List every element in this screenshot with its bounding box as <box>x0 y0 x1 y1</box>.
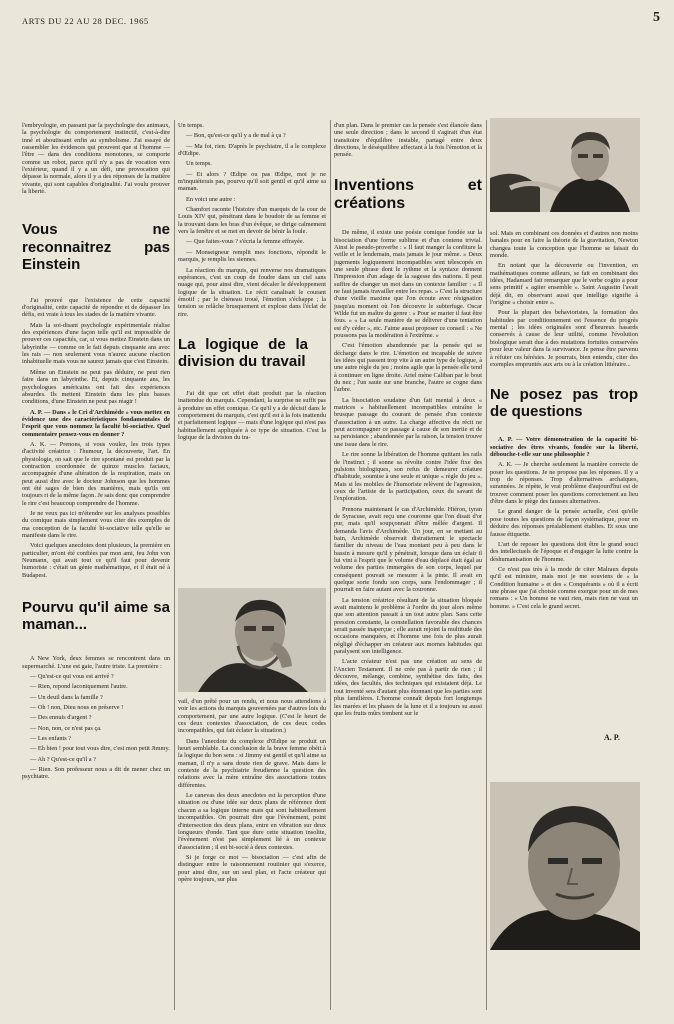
paragraph: Le rire sonne la libération de l'homme quittant les rails de l'instinct ; il sonne sa révolte contre l'idée fixe des pulsions biologiques, son refus de demeurer créature d'habitude, soumise à une seule et unique « règle du jeu ». Mais si les mobiles de l'humoriste relèvent de l'agression, ceux de l'artiste de la participation, ceux du savant de l'exploration. <box>334 451 482 503</box>
paragraph: sol. Mais en combinant ces données et d'autres non moins banales pour en faire la théorie de la gravitation, Newton changea toute la conception que l'homme se faisait du monde. <box>490 230 638 260</box>
dialogue-line: — Eh bien ! pour tout vous dire, c'est mon petit Jimmy. <box>30 745 170 753</box>
paragraph: L'art de reposer les questions doit être le grand souci des intellectuels de l'époque et d'engager la lutte contre la déshumanisation de l'homme. <box>490 540 638 563</box>
dialogue-line: — Rien. Son professeur nous a dit de mener chez un psychiatre. <box>22 766 170 781</box>
paragraph: La tension créatrice résultant de la situation bloquée avait maintenu le problème à l'ordre du jour alors même que son attention passait à un tout autre plan. Sans cette pression constante, la constellation favorable des chances serait passée inaperçue ; elle aurait rejoint la multitude des occasions manquées, et l'homme une fois de plus aurait négligé d'échapper en créateur aux mornes habitudes qui paralysent son intelligence. <box>334 596 482 656</box>
headline-questions: Ne posez pas trop de questions <box>490 386 638 421</box>
photo-koestler-thinking-graphic <box>178 588 326 692</box>
dialogue-line: — Rien, repond laconiquement l'autre. <box>30 683 128 691</box>
paragraph: Le canevas des deux anecdotes est la perception d'une situation ou d'une idée sur deux plans de référence dont chacun a sa logique interne mais qui sont habituellement incompatibles. On pourrait dire que l'événement, point d'intersection des deux plans, entre en vibration sur deux longueurs d'onde. Tant que dure cette situation insolite, l'événement n'est pas simplement lié à un contexte d'association ; il est bi-socié à deux contextes. <box>178 792 326 851</box>
paragraph: — Et alors ? Œdipe ou pas Œdipe, moi je ne m'inquiéterais pas, pourvu qu'il soit gentil et qu'il aime sa maman. <box>178 170 326 193</box>
paragraph: Un temps. <box>186 160 212 168</box>
column-2-bottom <box>178 698 326 886</box>
paragraph: J'ai prouvé que l'existence de cette capacité d'originalité, cette capacité de répondre et de dépasser les défis, est vraie à tous les stades de la matière vivante. <box>22 296 170 319</box>
column-divider <box>174 120 175 1010</box>
headline-logique: La logique de la division du travail <box>178 335 308 370</box>
dialogue-line: — Des ennuis d'argent ? <box>30 714 92 722</box>
paragraph: En notant que la découverte ou l'invention, en mathématiques comme ailleurs, se fait en combinant des idées, Hadamard fait remarquer que le verbe cogito a pour sens primitif « agiter ensemble ». Saint Augustin l'avait déjà dit, en observant aussi que intelligo signifie à l'origine « choisir entre ». <box>490 262 638 307</box>
paragraph: La réaction du marquis, qui renverse nos dramatiques espérances, c'est un coup de foudre dans un ciel sans nuage qui, pour ainsi dire, vient décaler le développement logique de la situation. Le récit canalisait le courant émotif ; par le chéneau troué, l'émotion s'échappe ; la tension se relâche brusquement et explose dans l'éclat de rire. <box>178 266 326 318</box>
paragraph: l'embryologie, en passant par la psychologie des animaux, la psychologie du comportement instinctif, c'est-à-dire inné et aboutissant enfin au symbolisme. J'ai essayé de rassembler les évidences qui prouvent que si l'homme — l'être — dans des conditions monotones, se comporte comme un robot, parce qu'il n'y a pas de vocation vers l'extérieur, quand il y a un défi, une provocation qui dépasse la normale, alors il y a des réponses de la matière vivante, qui sont capables d'originalité. J'ai voulu prouver la liberté. <box>22 122 170 196</box>
paragraph: En voici une autre : <box>186 195 236 203</box>
dialogue-line: — Un deuil dans la famille ? <box>30 693 103 701</box>
photo-koestler-portrait-graphic <box>490 782 640 950</box>
column-divider <box>330 120 331 1010</box>
page-number: 5 <box>653 10 660 25</box>
paragraph: Même un Einstein ne peut pas déduire, ne peut rien faire dans un labyrinthe. Et, depuis cinquante ans, les psychologues américains ont fait des expériences absurdes. Ils mettent Einstein dans les plus basses conditions, d'une Einstein ne peut pas réagir ! <box>22 368 170 406</box>
paragraph: De même, il existe une poésie comique fondée sur la bisociation d'une forme sublime et d'un contenu trivial. Ainsi le pseudo-proverbe : « Il faut manger la confiture la veille et le lendemain, mais jamais le jour même. » Deux jugements logiquement incompatibles sont télescopés en une seule phrase dont le rythme et la syntaxe donnent l'impression d'un adage de la sagesse des nations. Il peut suffire de changer un mot dans un contexte familier : « Il ne faut jamais travailler entre les repas. » C'est la structure d'une vieille maxime que l'on écoute avec résignation jusqu'au moment où l'on découvre le subterfuge. Oscar Wilde fut un maître du genre : « Pour se marier il faut être fous. » « La seule manière de se délivrer d'une tentation est d'y céder », etc. J'aime aussi proposer ce conseil : « Ne poussons pas la modération à l'extrême. » <box>334 229 482 339</box>
question: A. P. — Dans « le Cri d'Archimède » vous mettez en évidence une des caractéristiques fondamentales de l'esprit que vous nommez la faculté bi-sociative. Quel commentaire pensez-vous en donner ? <box>22 408 170 438</box>
dialogue-line: — Oh ! non, Dieu nous en préserve ! <box>30 704 124 711</box>
headline-inventions: Inventions et créations <box>334 176 482 212</box>
paragraph: Je ne veux pas ici m'étendre sur les analyses possibles du comique mais simplement vous citer des exemples de ma conception de la faculté bi-sociative telle qu'elle se manifeste dans le rire. <box>22 510 170 540</box>
headline-maman: Pourvu qu'il aime sa maman... <box>22 599 170 634</box>
photo-koestler-thinking <box>178 588 326 692</box>
paragraph: Si je forge ce mot — bisociation — c'est afin de distinguer entre le raisonnement routinier qui s'exerce, pour ainsi dire, sur un seul plan, et l'acte créateur qui opère toujours, sur plus <box>178 853 326 883</box>
paragraph: Le grand danger de la pensée actuelle, c'est qu'elle pose toutes les questions de façon systématique, pour en déduire des réponses préalablement établies. Et sous une fausse étiquette. <box>490 508 638 538</box>
paragraph: — Que faites-vous ? s'écria la femme effrayée. <box>186 238 305 246</box>
paragraph: — Ma foi, rien. D'après le psychiatre, il a le complexe d'Œdipe. <box>178 142 326 158</box>
paragraph: C'est l'émotion abandonnée par la pensée qui se décharge dans le rire. L'émotion est incapable de suivre les idées qui passent trop vite à un autre type de logique, à une autre règle du jeu ; moins agile que la pensée elle tend à continuer en ligne droite. Ariel mène Caliban par le bout du nez ; l'un saute sur une branche, l'autre se cogne dans l'arbre. <box>334 342 482 394</box>
paragraph: — Bon, qu'est-ce qu'il y a de mal à ça ? <box>186 132 286 140</box>
photo-koestler-portrait <box>490 782 640 950</box>
column-3 <box>334 122 482 720</box>
dialogue-line: — Non, non, ce n'est pas ça. <box>30 724 102 732</box>
paragraph: Ce n'est pas très à la mode de citer Malraux depuis qu'il est ministre, mais moi je me souviens de « la Condition humaine » et des « Conquérants » où il a écrit une phrase que j'ai choisie comme exergue pour un de mes romans : « Un homme ne vaut rien, mais rien ne vaut un homme. » C'est cela le grand secret. <box>490 565 638 610</box>
paragraph: Voici quelques anecdotes dont plusieurs, la première en particulier, m'ont été confiées par mon ami, feu John von Neumann, qui avait tout ce qu'il faut pour devenir humoriste : c'était un génie mathématique, et il était né à Budapest. <box>22 542 170 579</box>
paragraph: A New York, deux femmes se rencontrent dans un supermarché. L'une est gaie, l'autre triste. La première : <box>22 655 170 670</box>
paragraph: Prenons maintenant le cas d'Archimède. Hiéron, tyran de Syracuse, avait reçu une couronne que l'on disait d'or pur, mais qu'il soupçonnait d'être mêlée d'argent. Il demanda l'avis d'Archimède. Un jour, en se mettant au bain, Archimède observait distraitement le spectacle familier du niveau de l'eau montant peu à peu dans le bassin à mesure qu'il y pénétrait, lorsque dans un éclair il lui vint à l'esprit que le volume d'eau déplacé était égal au volume des parties immergées de son corps, lequel par conséquent pouvait se mesurer à la pinte. Il avait en quelque sorte fondu son corps, sans l'endommager ; il pourrait en faire autant avec la couronne. <box>334 505 482 594</box>
paragraph: Dans l'anecdote du complexe d'Œdipe se produit un heurt semblable. La conclusion de la brave femme obéit à la logique du bon sens : si Jimmy est gentil et qu'il aime sa maman, il n'y a sans doute rien de grave. Mais dans le contexte de la psychiatrie freudienne la question des relations avec la mère entraîne des associations toutes différentes. <box>178 737 326 789</box>
paragraph: L'acte créateur n'est pas une création au sens de l'Ancien Testament. Il ne crée pas à partir de rien ; il découvre, mélange, combine, synthétise des faits, des idées, des facultés, des techniques qui existaient déjà. Le tout inventé sera d'autant plus étonnant que les parties sont plus familières. L'homme connaît depuis fort longtemps les marées et les phases de la lune et il a toujours su aussi que les fruits mûrs tombent sur le <box>334 658 482 717</box>
column-2-top <box>178 122 326 445</box>
signature: A. P. <box>604 733 620 742</box>
photo-koestler-seated-graphic <box>490 118 640 212</box>
dialogue-line: — Les enfants ? <box>30 735 72 743</box>
paragraph: Chamfort raconte l'histoire d'un marquis de la cour de Louis XIV qui, pénétrant dans le boudoir de sa femme et la trouvant dans les bras d'un évêque, se dirige calmement vers la fenêtre et se met en devoir de bénir la foule. <box>178 206 326 236</box>
dialogue-line: — Qu'est-ce qui vous est arrivé ? <box>30 672 114 680</box>
paragraph: A. K. — Prenons, si vous voulez, les trois types d'activité créatrice : l'humour, la découverte, l'art. En physiologie, on sait que le rire spontané est produit par la contraction coordonnée de quinze muscles faciaux, accompagnée d'une altération de la respiration, mais on peut aussi dire avec le docteur Johnson que les hommes ont été sages de bien des manières, mais qu'ils ont toujours ri de la même façon. Je sais donc que comprendre le rire c'est beaucoup comprendre de l'homme. <box>22 440 170 507</box>
paragraph: — Monseigneur remplit mes fonctions, répondit le marquis, je remplis les siennes. <box>178 248 326 264</box>
column-1 <box>22 122 170 784</box>
dialogue-line: — Ah ? Qu'est-ce qu'il a ? <box>30 755 96 763</box>
paragraph: d'un plan. Dans le premier cas la pensée s'est élancée dans une seule direction ; dans le second il s'agirait d'un état transitoire d'équilibre instable, partagé entre deux directions, le déséquilibre affectant à la fois l'émotion et la pensée. <box>334 122 482 159</box>
paragraph: vail, d'un prêté pour un rendu, et nous nous attendions à voir les actions du marquis gouvernées par d'autres lois du comportement, par une autre logique. (C'est le heurt de ces deux contextes d'association, de ces deux codes incompatibles, qui fait éclater la situation.) <box>178 698 326 735</box>
paragraph: Un temps. <box>178 122 204 129</box>
column-4 <box>490 230 638 613</box>
paragraph: J'ai dit que cet effet était produit par la réaction inattendue du marquis. Cependant, la surprise ne suffit pas à produire un effet comique. Ce qu'il y a de décisif dans le comportement du marquis, c'est qu'il est à la fois inattendu et parfaitement logique — mais d'une logique qui n'est pas habituellement appliquée à ce type de situation. C'est la logique de la division du tra- <box>178 390 326 442</box>
photo-koestler-seated <box>490 118 640 212</box>
paragraph: La bisociation soudaine d'un fait mental à deux « matrices » habituellement incompatibles entraîne le brusque passage du courant de pensée d'un contexte d'association à un autre. La charge affective du récit ne peut accompagner ce passage à cause de son inertie et de sa persistance ; abandonnée par la raison, la tension trouve une issue dans le rire. <box>334 396 482 448</box>
paragraph: Mais la soi-disant psychologie expérimentale réalise des expériences d'une façon telle qu'il est impossible de prouver ces capacités, car, si vous mettez Einstein dans un labyrinthe — comme on le fait depuis cinquante ans avec les rats — non seulement vous n'aurez aucune réaction inhabituelle mais vous ne saurez jamais que c'est Einstein. <box>22 321 170 366</box>
headline-einstein: Vous ne reconnaitrez pas Einstein <box>22 221 170 273</box>
column-divider <box>486 120 487 1010</box>
page-folio: ARTS DU 22 AU 28 DEC. 1965 <box>22 16 149 26</box>
paragraph: A. K. — Je cherche seulement la manière correcte de poser les questions. Je ne propose pas les réponses. Il y a trop de réponses. Trop d'alternatives archaïques, surannées. Je répète, le vrai problème d'aujourd'hui est de trouver comment poser les questions correctement au lieu d'être dans le piège des fausses alternatives. <box>490 461 638 506</box>
question: A. P. — Votre démonstration de la capacité bi-sociative des êtres vivants, fondée sur la liberté, débouche-t-elle sur une philosophie ? <box>490 436 638 459</box>
paragraph: Pour la plupart des behavioristes, la formation des habitudes par conditionnement est l'essence du progrès mental ; les idées originales sont d'heureux hasards conservés à cause de leur utilité, comme l'évolution biologique serait due à des mutations fortuites conservées pour leur valeur dans la survivance. Je pense être parvenu à réfuter ces hérésies. Je pourrais, bien entendu, citer des exemples empruntés aux arts ou à la création littéraire... <box>490 309 638 368</box>
